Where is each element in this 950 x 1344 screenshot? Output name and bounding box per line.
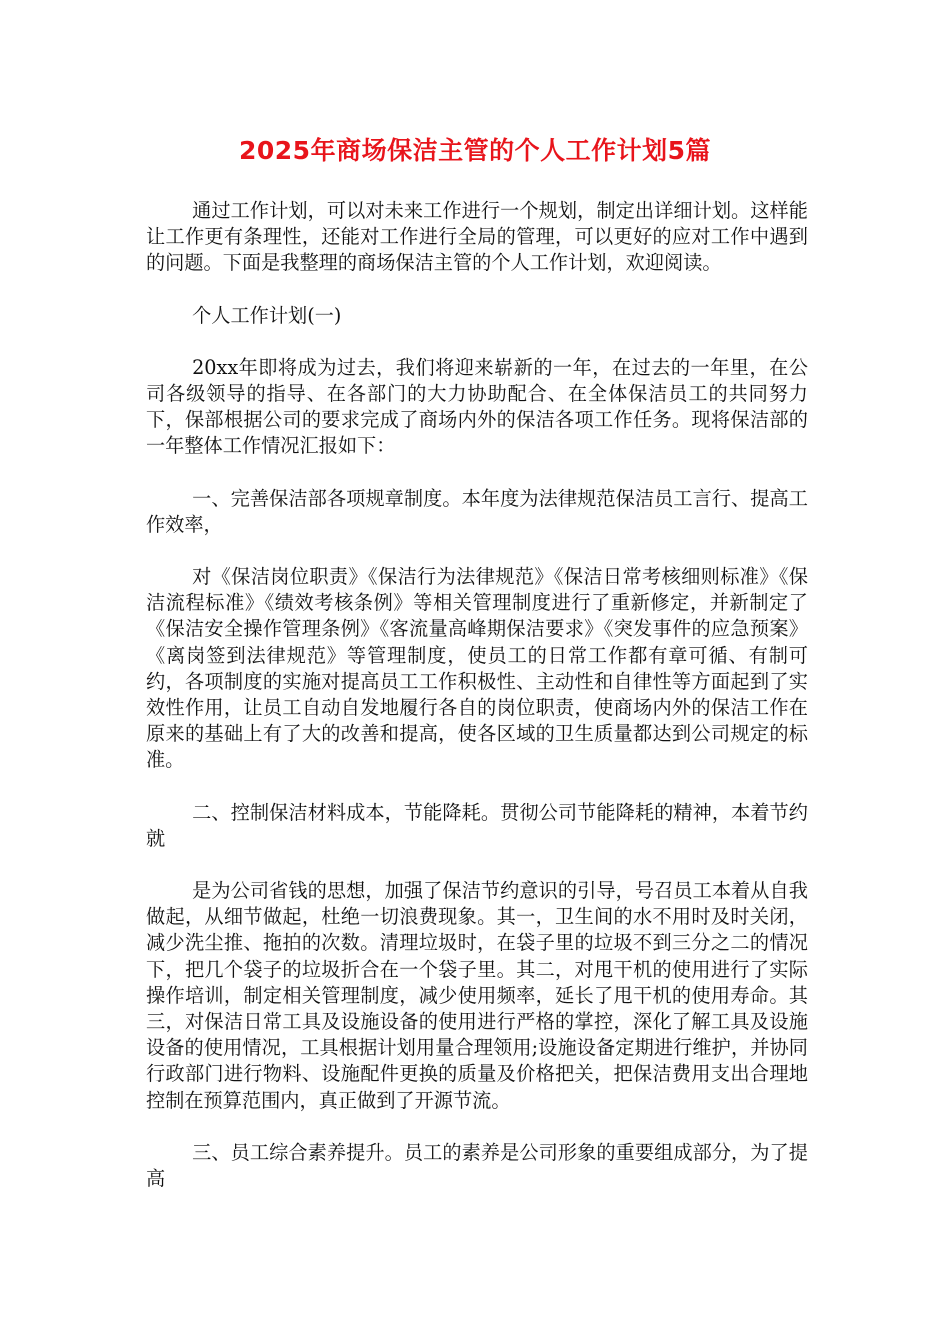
paragraph-regulations: 对《保洁岗位职责》《保洁行为法律规范》《保洁日常考核细则标准》《保洁流程标准》《绩效考核条例》等相关管理制度进行了重新修定，并新制定了《保洁安全操作管理条例》《客流量高峰期保洁要求》《突发事件的应急预案》《离岗签到法律规范》等管理制度，使员工的日常工作都有章可循、有制可约，各项制度的实施对提高员工工作积极性、主动性和自律性等方面起到了实效性作用，让员工自动自发地履行各自的岗位职责，使商场内外的保洁工作在原来的基础上有了大的改善和提高，使各区域的卫生质量都达到公司规定的标准。 <box>146 565 808 772</box>
paragraph-point-2: 二、控制保洁材料成本，节能降耗。贯彻公司节能降耗的精神，本着节约就 <box>146 800 808 850</box>
paragraph-cost-control: 是为公司省钱的思想，加强了保洁节约意识的引导，号召员工本着从自我做起，从细节做起，杜绝一切浪费现象。其一，卫生间的水不用时及时关闭，减少洗尘推、拖拍的次数。清理垃圾时，在袋子里的垃圾不到三分之二的情况下，把几个袋子的垃圾折合在一个袋子里。其二，对甩干机的使用进行了实际操作培训，制定相关管理制度，减少使用频率，延长了甩干机的使用寿命。其三，对保洁日常工具及设施设备的使用进行严格的掌控，深化了解工具及设施设备的使用情况，工具根据计划用量合理领用;设施设备定期进行维护，并协同行政部门进行物料、设施配件更换的质量及价格把关，把保洁费用支出合理地控制在预算范围内，真正做到了开源节流。 <box>146 879 808 1112</box>
paragraph-overview: 20xx年即将成为过去，我们将迎来崭新的一年，在过去的一年里，在公司各级领导的指导、在各部门的大力协助配合、在全体保洁员工的共同努力下，保部根据公司的要求完成了商场内外的保洁各项工作任务。现将保洁部的一年整体工作情况汇报如下： <box>146 355 808 458</box>
paragraph-intro: 通过工作计划，可以对未来工作进行一个规划，制定出详细计划。这样能让工作更有条理性，还能对工作进行全局的管理，可以更好的应对工作中遇到的问题。下面是我整理的商场保洁主管的个人工作计划，欢迎阅读。 <box>146 199 808 275</box>
document-title: 2025年商场保洁主管的个人工作计划5篇 <box>239 136 711 165</box>
section-heading-plan-1: 个人工作计划(一) <box>192 303 342 327</box>
paragraph-point-3: 三、员工综合素养提升。员工的素养是公司形象的重要组成部分，为了提高 <box>146 1140 808 1191</box>
paragraph-point-1: 一、完善保洁部各项规章制度。本年度为法律规范保洁员工言行、提高工作效率， <box>146 486 808 536</box>
document-body <box>146 198 808 1218</box>
